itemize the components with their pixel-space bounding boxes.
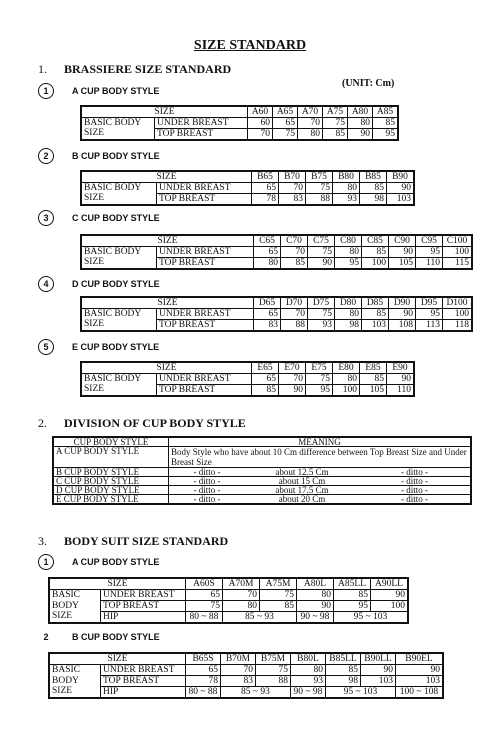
table-cell: B65 — [252, 171, 279, 183]
table-cell: 75 — [186, 601, 223, 612]
table-cell: 100 — [333, 385, 360, 397]
table-cell: 100 ~ 108 — [396, 687, 444, 699]
section-1-heading — [38, 62, 231, 77]
table-row — [49, 676, 443, 687]
table-cell: 75 — [273, 129, 298, 141]
table-cell: 90 — [361, 665, 396, 676]
label-text: B CUP BODY STYLE — [72, 632, 160, 642]
table-cell: 75 — [260, 590, 297, 601]
table-cell: E75 — [306, 362, 333, 374]
table-cell: UNDER BREAST — [157, 247, 254, 258]
circled-number: 3 — [38, 210, 54, 226]
table-cell: C80 — [335, 235, 362, 247]
suit-a-heading — [38, 554, 159, 570]
table-cell: B85 — [360, 171, 387, 183]
table-cell: A80L — [297, 578, 334, 590]
circled-number: 2 — [43, 632, 49, 642]
table-cell: C75 — [308, 235, 335, 247]
table-cell: 93 — [333, 194, 360, 206]
table-cell: 103 — [361, 676, 396, 687]
table-cell: SIZE — [49, 612, 101, 624]
table-cell: 98 — [335, 320, 362, 332]
table-cell: SIZE — [49, 653, 186, 665]
table-cell: 90 — [371, 590, 409, 601]
table-cell: 93 — [308, 320, 335, 332]
table-cell: UNDER BREAST — [157, 183, 252, 194]
table-cell: B90LL — [361, 653, 396, 665]
table-cell: TOP BREAST — [157, 320, 254, 332]
table-cell: BASIC BODY — [81, 374, 157, 385]
table-cell: 118 — [443, 320, 473, 332]
unit-note: (UNIT: Cm) — [342, 78, 395, 89]
table-row — [49, 687, 443, 699]
table-cell: MEANING — [169, 437, 472, 447]
cup-e-heading — [38, 339, 159, 355]
table-cell: E90 — [387, 362, 415, 374]
table-cell: 80 — [291, 665, 326, 676]
label-text: BODY SUIT SIZE STANDARD — [64, 534, 229, 548]
table-cell: D95 — [416, 297, 443, 309]
table-cell: 80 ~ 88 — [186, 612, 223, 624]
table-cell: A60S — [186, 578, 223, 590]
table-cell: C90 — [389, 235, 416, 247]
table-cell: 88 — [256, 676, 291, 687]
table-cell: 80 — [333, 183, 360, 194]
table-row — [81, 297, 472, 309]
table-cell: TOP BREAST — [157, 194, 252, 206]
table-cell: 90 — [389, 247, 416, 258]
table-cell: 95 ~ 103 — [326, 687, 396, 699]
table-row — [81, 247, 472, 258]
label-text: D CUP BODY STYLE — [72, 279, 160, 289]
table-cell: B65S — [186, 653, 221, 665]
table-cell: 95 — [373, 129, 399, 141]
table-cell: D CUP BODY STYLE — [53, 486, 169, 495]
table-cell: about 12.5 Cm — [245, 468, 359, 477]
table-cell: SIZE — [81, 320, 157, 332]
table-cell: 90 ~ 98 — [297, 612, 334, 624]
table-cell: 85 — [362, 309, 389, 320]
table-cell: about 20 Cm — [245, 495, 359, 505]
table-row — [81, 194, 414, 206]
table-cell: - ditto - — [359, 486, 471, 495]
circled-number: 4 — [38, 276, 54, 292]
table-row — [49, 590, 408, 601]
table-cell: D100 — [443, 297, 473, 309]
table-cell: A CUP BODY STYLE — [53, 447, 169, 468]
section-2-heading — [38, 416, 246, 431]
label-text: 3. — [38, 534, 47, 548]
table-cell: B CUP BODY STYLE — [53, 468, 169, 477]
table-cell: 90 — [308, 258, 335, 270]
table-cell: 88 — [281, 320, 308, 332]
table-row — [53, 495, 471, 505]
table-cell: 95 — [334, 601, 371, 612]
table-cell: 103 — [362, 320, 389, 332]
table-cell: 65 — [252, 374, 279, 385]
table-cell: 75 — [306, 374, 333, 385]
table-cell: - ditto - — [169, 495, 246, 505]
circled-number: 2 — [38, 148, 54, 164]
table-cell: 90 — [387, 183, 415, 194]
table-row — [81, 258, 472, 270]
table-cell: 98 — [326, 676, 361, 687]
table-cell: Body Style who have about 10 Cm difference between Top Breast Size and Under Breast Size — [169, 447, 472, 468]
table-cell: C95 — [416, 235, 443, 247]
table-cell: A65 — [273, 106, 298, 118]
cup-b-table — [80, 170, 415, 206]
table-row — [81, 183, 414, 194]
table-cell: TOP BREAST — [157, 385, 252, 397]
table-cell: 65 — [273, 118, 298, 129]
table-cell: B80L — [291, 653, 326, 665]
table-cell: C65 — [254, 235, 281, 247]
table-row — [81, 118, 398, 129]
table-cell: BASIC — [49, 590, 101, 601]
table-cell: SIZE — [81, 297, 254, 309]
table-cell: 83 — [279, 194, 306, 206]
table-cell: 88 — [306, 194, 333, 206]
table-cell: 90 — [389, 309, 416, 320]
table-cell: UNDER BREAST — [157, 374, 252, 385]
table-cell: 90 ~ 98 — [291, 687, 326, 699]
table-cell: 75 — [306, 183, 333, 194]
table-cell: TOP BREAST — [101, 601, 186, 612]
table-row — [81, 106, 398, 118]
table-cell: SIZE — [81, 171, 252, 183]
section-3-heading — [38, 534, 228, 549]
table-cell: A60 — [248, 106, 273, 118]
table-cell: SIZE — [49, 578, 186, 590]
cup-a-heading — [38, 83, 159, 99]
table-cell: D85 — [362, 297, 389, 309]
table-cell: 85 — [260, 601, 297, 612]
label-text: BRASSIERE SIZE STANDARD — [64, 62, 232, 76]
cup-b-heading — [38, 148, 160, 164]
table-cell: 103 — [387, 194, 415, 206]
table-cell: 70 — [279, 374, 306, 385]
table-cell: UNDER BREAST — [101, 665, 186, 676]
table-cell: 70 — [281, 309, 308, 320]
table-cell: 75 — [308, 247, 335, 258]
table-cell: - ditto - — [359, 495, 471, 505]
table-cell: 85 — [360, 183, 387, 194]
label-text: SIZE STANDARD — [193, 38, 307, 53]
table-cell: A75M — [260, 578, 297, 590]
table-cell: 95 — [416, 309, 443, 320]
table-cell: 100 — [443, 309, 473, 320]
table-row — [49, 578, 408, 590]
table-cell: 70 — [221, 665, 256, 676]
table-cell: A80 — [348, 106, 373, 118]
table-cell: 70 — [298, 118, 323, 129]
table-cell: B75 — [306, 171, 333, 183]
table-cell: 80 — [254, 258, 281, 270]
table-cell: 93 — [291, 676, 326, 687]
table-cell: 65 — [252, 183, 279, 194]
table-cell: 60 — [248, 118, 273, 129]
table-cell: 100 — [371, 601, 409, 612]
circled-number: 5 — [38, 339, 54, 355]
table-cell: - ditto - — [359, 477, 471, 486]
table-cell: 85 — [281, 258, 308, 270]
table-cell: HIP — [101, 612, 186, 624]
table-cell: BASIC BODY — [81, 183, 157, 194]
table-row — [81, 374, 414, 385]
table-row — [49, 665, 443, 676]
table-cell: 85 — [326, 665, 361, 676]
table-row — [81, 309, 472, 320]
table-cell: 85 — [252, 385, 279, 397]
table-cell: E70 — [279, 362, 306, 374]
table-row — [53, 447, 471, 468]
table-cell: A70M — [223, 578, 260, 590]
table-cell: 80 — [297, 590, 334, 601]
table-cell: B80 — [333, 171, 360, 183]
table-cell: 65 — [254, 247, 281, 258]
table-cell: 75 — [256, 665, 291, 676]
circled-number: 1 — [38, 554, 54, 570]
table-cell: 80 — [335, 309, 362, 320]
table-cell: UNDER BREAST — [155, 118, 248, 129]
suit-a-table — [48, 577, 409, 624]
table-cell: 75 — [323, 118, 348, 129]
table-cell: 70 — [248, 129, 273, 141]
table-row — [49, 601, 408, 612]
table-cell: 85 — [360, 374, 387, 385]
cup-d-table — [80, 296, 473, 332]
table-cell: 85 — [373, 118, 399, 129]
table-cell: 80 — [335, 247, 362, 258]
table-cell: C70 — [281, 235, 308, 247]
table-cell: about 17.5 Cm — [245, 486, 359, 495]
table-cell: UNDER BREAST — [157, 309, 254, 320]
table-cell: 90 — [387, 374, 415, 385]
table-cell: B70M — [221, 653, 256, 665]
table-row — [81, 235, 472, 247]
table-cell: 90 — [297, 601, 334, 612]
table-cell: 90 — [396, 665, 444, 676]
table-cell: 70 — [223, 590, 260, 601]
table-cell: B75M — [256, 653, 291, 665]
table-row — [49, 612, 408, 624]
table-row — [81, 320, 472, 332]
table-cell: 83 — [221, 676, 256, 687]
label-text: 1. — [38, 62, 47, 76]
table-row — [81, 362, 414, 374]
label-text: 2. — [38, 416, 47, 430]
table-row — [49, 653, 443, 665]
table-cell: 80 — [223, 601, 260, 612]
table-cell: 80 ~ 88 — [186, 687, 221, 699]
table-cell: 70 — [279, 183, 306, 194]
table-cell: about 15 Cm — [245, 477, 359, 486]
table-cell: 115 — [443, 258, 473, 270]
table-cell: 103 — [396, 676, 444, 687]
table-cell: 110 — [416, 258, 443, 270]
table-cell: 80 — [298, 129, 323, 141]
table-cell: TOP BREAST — [101, 676, 186, 687]
table-cell: 80 — [348, 118, 373, 129]
table-row — [81, 129, 398, 141]
table-cell: UNDER BREAST — [101, 590, 186, 601]
table-cell: BASIC BODY — [81, 309, 157, 320]
table-cell: 105 — [389, 258, 416, 270]
table-cell: D90 — [389, 297, 416, 309]
table-cell: A75 — [323, 106, 348, 118]
suit-b-table — [48, 652, 444, 699]
table-cell: 95 — [306, 385, 333, 397]
label-text: B CUP BODY STYLE — [72, 151, 160, 161]
table-cell: SIZE — [81, 385, 157, 397]
table-cell: C85 — [362, 235, 389, 247]
cup-c-heading — [38, 210, 160, 226]
table-cell: 85 ~ 93 — [221, 687, 291, 699]
table-cell: E CUP BODY STYLE — [53, 495, 169, 505]
table-cell: SIZE — [81, 258, 157, 270]
table-cell: BASIC BODY — [81, 118, 155, 129]
table-cell: 113 — [416, 320, 443, 332]
circled-number: 1 — [38, 83, 54, 99]
label-text: E CUP BODY STYLE — [72, 342, 160, 352]
table-cell: 85 — [362, 247, 389, 258]
table-cell: 65 — [186, 665, 221, 676]
label-text: A CUP BODY STYLE — [72, 86, 160, 96]
table-cell: A70 — [298, 106, 323, 118]
table-cell: 90 — [348, 129, 373, 141]
label-text: A CUP BODY STYLE — [72, 557, 160, 567]
table-cell: - ditto - — [359, 468, 471, 477]
table-cell: 65 — [254, 309, 281, 320]
table-row — [81, 385, 414, 397]
table-cell: 85 — [323, 129, 348, 141]
table-cell: D70 — [281, 297, 308, 309]
table-cell: - ditto - — [169, 468, 246, 477]
page-title — [0, 38, 500, 54]
table-cell: CUP BODY STYLE — [53, 437, 169, 447]
table-cell: TOP BREAST — [155, 129, 248, 141]
division-table — [52, 436, 472, 505]
table-cell: BASIC BODY — [81, 247, 157, 258]
table-cell: 65 — [186, 590, 223, 601]
table-cell: A85 — [373, 106, 399, 118]
table-row — [81, 171, 414, 183]
table-cell: 110 — [387, 385, 415, 397]
table-cell: 100 — [443, 247, 473, 258]
table-cell: E85 — [360, 362, 387, 374]
table-cell: 75 — [308, 309, 335, 320]
table-cell: 105 — [360, 385, 387, 397]
table-cell: B90 — [387, 171, 415, 183]
table-cell: A90LL — [371, 578, 409, 590]
table-cell: BODY — [49, 601, 101, 612]
table-cell: SIZE — [81, 362, 252, 374]
table-cell: 78 — [186, 676, 221, 687]
table-cell: C CUP BODY STYLE — [53, 477, 169, 486]
table-cell: SIZE — [49, 687, 101, 699]
cup-e-table — [80, 361, 415, 397]
table-cell: 95 — [335, 258, 362, 270]
table-cell: E80 — [333, 362, 360, 374]
cup-c-table — [80, 234, 473, 270]
label-text: C CUP BODY STYLE — [72, 213, 160, 223]
table-cell: 95 — [416, 247, 443, 258]
table-cell: - ditto - — [169, 477, 246, 486]
table-cell: B85LL — [326, 653, 361, 665]
table-cell: B70 — [279, 171, 306, 183]
table-cell: D75 — [308, 297, 335, 309]
table-cell: 80 — [333, 374, 360, 385]
cup-d-heading — [38, 276, 160, 292]
table-cell: C100 — [443, 235, 473, 247]
suit-b-heading — [38, 632, 160, 642]
table-cell: - ditto - — [169, 486, 246, 495]
table-cell: 90 — [279, 385, 306, 397]
table-cell: 98 — [360, 194, 387, 206]
size-header: SIZE — [81, 106, 248, 118]
table-cell: HIP — [101, 687, 186, 699]
table-cell: 95 ~ 103 — [334, 612, 409, 624]
table-cell: 85 ~ 93 — [223, 612, 297, 624]
table-cell: SIZE — [81, 194, 157, 206]
table-cell: E65 — [252, 362, 279, 374]
table-cell: 70 — [281, 247, 308, 258]
table-cell: SIZE — [81, 235, 254, 247]
label-text: DIVISION OF CUP BODY STYLE — [64, 416, 246, 430]
table-cell: TOP BREAST — [157, 258, 254, 270]
table-cell: 100 — [362, 258, 389, 270]
table-cell: BODY — [49, 676, 101, 687]
table-cell: 78 — [252, 194, 279, 206]
table-cell: B90EL — [396, 653, 444, 665]
table-cell: 85 — [334, 590, 371, 601]
table-cell: BASIC — [49, 665, 101, 676]
table-cell: D65 — [254, 297, 281, 309]
cup-a-table — [80, 105, 399, 141]
table-cell: 83 — [254, 320, 281, 332]
table-cell: SIZE — [81, 129, 155, 141]
table-cell: D80 — [335, 297, 362, 309]
table-cell: A85LL — [334, 578, 371, 590]
table-cell: 108 — [389, 320, 416, 332]
